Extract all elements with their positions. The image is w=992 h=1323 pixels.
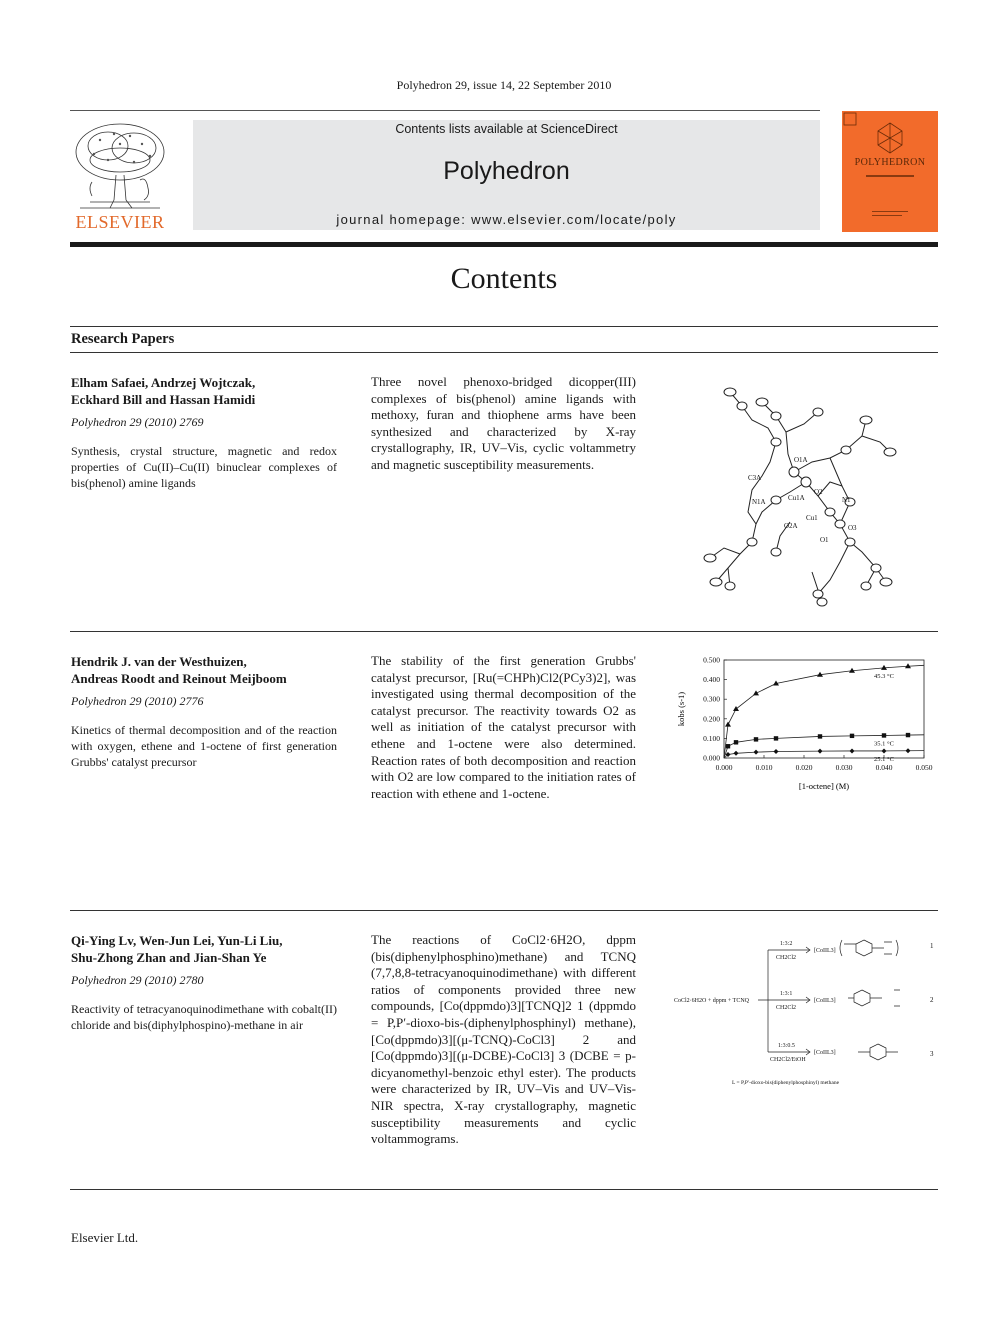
article-abstract: The stability of the first generation Grubbs' catalyst precursor, [Ru(=CHPh)Cl2(PCy3)2], was investigated using thermal decomposition of the catalyst precursor. The reactivity towards O2 as well as initiation of the catalyst precursor with ethene and 1-octene were also determined. Reaction rates of both decomposition and reaction with O2 are low compared to the initiation rates of reaction with ethene and 1-octene. — [371, 653, 636, 801]
atom-label: O2A — [784, 522, 798, 530]
journal-title: Polyhedron — [443, 157, 570, 185]
series-line — [724, 665, 924, 758]
x-tick-label: 0.040 — [875, 763, 893, 772]
section-rule-top — [70, 326, 938, 327]
atom-label: O1 — [820, 536, 829, 544]
data-point-diamond — [882, 748, 887, 753]
page-title: Contents — [450, 262, 558, 295]
scheme-cation: [CoIIL3] — [814, 948, 836, 954]
data-point-diamond — [734, 751, 739, 756]
article-authors: Hendrik J. van der Westhuizen, Andreas Roodt and Reinout Meijboom — [71, 654, 287, 686]
article-title[interactable]: Synthesis, crystal structure, magnetic and redox properties of Cu(II)–Cu(II) binuclear complexes of bis(phenol) amine ligands — [71, 444, 337, 490]
y-tick-label: 0.000 — [703, 753, 720, 763]
journal-homepage-link[interactable]: journal homepage: www.elsevier.com/locate/poly — [336, 212, 677, 227]
article-authors: Elham Safaei, Andrzej Wojtczak, Eckhard Bill and Hassan Hamidi — [71, 375, 256, 407]
data-point-triangle — [753, 690, 759, 695]
scheme-product-number: 3 — [930, 1050, 934, 1058]
scheme-cation: [CoIIL3] — [814, 998, 836, 1004]
scheme-product-number: 2 — [930, 996, 934, 1004]
article-title[interactable]: Kinetics of thermal decomposition and of the reaction with oxygen, ethene and 1-octene of first generation Grubbs' catalyst precursor — [71, 723, 337, 769]
y-tick-label: 0.500 — [703, 655, 720, 665]
data-point-square — [818, 734, 822, 738]
atom-label: Cu1A — [788, 494, 805, 502]
scheme-ratio: 1:3:2 — [780, 941, 793, 947]
atom-label: O3 — [848, 524, 857, 532]
y-axis-label: kobs (s-1) — [676, 691, 686, 727]
tree-icon — [70, 120, 170, 212]
journal-banner — [193, 120, 820, 230]
x-tick-label: 0.000 — [715, 763, 733, 772]
data-point-square — [850, 734, 854, 738]
data-point-diamond — [818, 749, 823, 754]
issue-citation: Polyhedron 29, issue 14, 22 September 2010 — [396, 78, 612, 92]
data-point-diamond — [754, 750, 759, 755]
x-tick-label: 0.050 — [915, 763, 933, 772]
publisher-logo-text: ELSEVIER — [75, 212, 165, 232]
atom-label: O1A — [794, 456, 808, 464]
x-axis-label: [1-octene] (M) — [798, 781, 850, 791]
atom-label: O2 — [814, 488, 823, 496]
data-point-square — [882, 733, 886, 737]
series-label: 35.1 °C — [874, 740, 894, 748]
scheme-ratio: 1:3:0.5 — [778, 1043, 795, 1049]
atom-label: N1 — [842, 496, 851, 504]
elsevier-logo — [70, 120, 170, 232]
series-label: 45.3 °C — [874, 672, 894, 680]
scheme-reactants: CoCl2·6H2O + dppm + TCNQ — [674, 998, 749, 1004]
data-point-triangle — [733, 706, 739, 711]
data-point-diamond — [850, 748, 855, 753]
data-point-square — [734, 740, 738, 744]
article-authors: Qi-Ying Lv, Wen-Jun Lei, Yun-Li Liu, Shu-Zhong Zhan and Jian-Shan Ye — [71, 933, 283, 965]
x-tick-label: 0.030 — [835, 763, 853, 772]
scheme-legend: L = P,P′-dioxo-bis(diphenylphosphinyl) methane — [732, 1080, 840, 1086]
section-title: Research Papers — [71, 331, 175, 347]
cover-title: POLYHEDRON — [854, 157, 926, 168]
atom-label: Cu1 — [806, 514, 818, 522]
journal-cover[interactable] — [842, 111, 938, 232]
article-abstract: Three novel phenoxo-bridged dicopper(III) complexes of bis(phenol) amine ligands with methoxy, furan and thiophene arms have been synthesized and characterized by X-ray crystallography, IR, UV–Vis, cyclic voltammetry and magnetic susceptibility measurements. — [371, 374, 636, 472]
crystal-structure-figure — [690, 372, 915, 612]
kobs-chart — [666, 652, 938, 802]
contents-available[interactable]: Contents lists available at ScienceDirect — [395, 122, 618, 136]
y-tick-label: 0.400 — [703, 675, 720, 685]
x-tick-label: 0.010 — [755, 763, 773, 772]
header-rule — [70, 110, 820, 111]
atom-label: C3A — [748, 474, 762, 482]
article-divider — [70, 631, 938, 632]
article-title[interactable]: Reactivity of tetracyanoquinodimethane with cobalt(II) chloride and bis(diphylphospino)-methane in air — [71, 1002, 337, 1032]
scheme-ratio: 1:3:1 — [780, 991, 793, 997]
article-divider — [70, 910, 938, 911]
x-tick-label: 0.020 — [795, 763, 813, 772]
plot-frame — [724, 660, 924, 758]
data-point-diamond — [906, 748, 911, 753]
header-thick-rule — [70, 242, 938, 247]
data-point-square — [774, 736, 778, 740]
series-label: 25.1 °C — [874, 755, 894, 763]
scheme-solvent: CH2Cl2 — [776, 1005, 797, 1011]
reaction-scheme — [672, 930, 938, 1090]
polyhedron-cover-icon — [842, 111, 938, 232]
article-journal-ref[interactable]: Polyhedron 29 (2010) 2780 — [71, 973, 204, 987]
y-tick-label: 0.100 — [703, 733, 720, 743]
data-point-square — [906, 733, 910, 737]
article-journal-ref[interactable]: Polyhedron 29 (2010) 2776 — [71, 694, 204, 708]
article-journal-ref[interactable]: Polyhedron 29 (2010) 2769 — [71, 415, 204, 429]
y-tick-label: 0.300 — [703, 694, 720, 704]
data-point-square — [754, 737, 758, 741]
y-tick-label: 0.200 — [703, 714, 720, 724]
data-point-square — [726, 744, 730, 748]
section-rule-bottom — [70, 352, 938, 353]
article-abstract: The reactions of CoCl2·6H2O, dppm (bis(diphenylphosphino)methane) and TCNQ (7,7,8,8-tetracyanoquinodimethane) with different ratios of components provided three new compounds, [Co(dppmdo)3][TCNQ]2 1 (dppmdo = P,P′-dioxo-bis-(diphenylphosphinyl) methane), [Co(dppmdo)3][(μ-TCNQ)-CoCl3] 2 and [Co(dppmdo)3][(μ-DCBE)-CoCl3] 3 (DCBE = p-dicyanomethyl-benzoic ethyl ester). The products were characterized by IR, UV–Vis and UV–Vis-NIR spectra, X-ray crystallography, magnetic susceptibility measurements and cyclic voltammograms. — [371, 932, 636, 1147]
data-point-triangle — [725, 722, 731, 727]
footer-publisher: Elsevier Ltd. — [71, 1230, 139, 1245]
article-divider — [70, 1189, 938, 1190]
scheme-solvent: CH2Cl2/EtOH — [770, 1057, 806, 1063]
atom-label: N1A — [752, 498, 766, 506]
scheme-cation: [CoIIL3] — [814, 1050, 836, 1056]
scheme-solvent: CH2Cl2 — [776, 955, 797, 961]
scheme-product-number: 1 — [930, 942, 934, 950]
data-point-diamond — [774, 749, 779, 754]
